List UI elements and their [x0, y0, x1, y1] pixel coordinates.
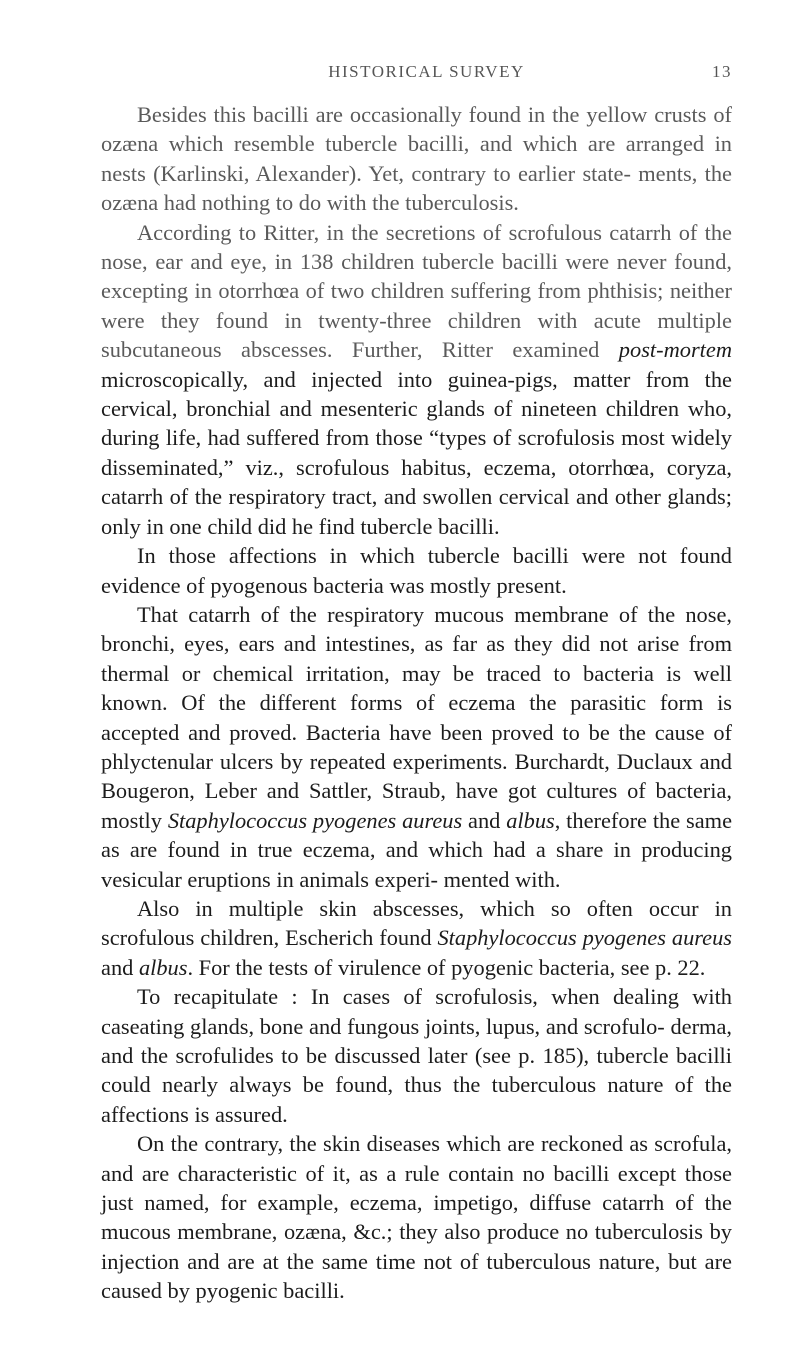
text-run-italic: albus	[506, 807, 555, 833]
paragraph-recapitulate	[101, 982, 732, 1129]
text-run: In those affections in which tubercle bacilli were not found evidence of pyogenous bacteria was mostly present.	[101, 543, 732, 598]
text-run: . For the tests of virulence of pyogenic bacteria, see p. 22.	[187, 954, 706, 980]
running-head	[101, 62, 732, 100]
paragraph-catarrh	[101, 600, 732, 894]
text-run: That catarrh of the respiratory mucous membrane of the nose, bronchi, eyes, ears and intestines, as far as they did not arise from thermal or chemical irritation, may be traced to bacteria is well known. Of the different forms of eczema the parasitic form is accepted and proved. Bacteria have been proved to be the cause of phlyctenular ulcers by repeated experiments. Burchardt, Duclaux and Bougeron, Leber and Sattler, Straub, have got cultures of bacteria, mostly	[101, 601, 732, 833]
text-run: Besides this bacilli are occasionally found in the yellow crusts of ozæna which resemble tubercle bacilli, and which are arranged in nests (Karlinski, Alexander). Yet, contrary to earlier state- ments, the ozæna had nothing to do with the tuberculosis.	[101, 102, 732, 216]
text-run-italic: post-mortem	[618, 337, 732, 363]
text-run: According to Ritter, in the secretions of scrofulous catarrh of the nose, ear and eye, in 138 children tubercle bacilli were never found, excepting in otorrhœa of two children suffering from phthisis; neither were they found in twenty-three children with acute multiple subcutaneous abscesses. Further, Ritter examined	[101, 219, 732, 363]
text-run: Also in multiple skin abscesses, which so often occur in scrofulous children, Escherich found	[101, 895, 732, 951]
paragraph-ritter	[101, 218, 732, 541]
text-run-italic: albus	[138, 954, 188, 980]
body-text	[101, 100, 732, 1306]
text-run: , therefore the same as are found in true eczema, and which had a share in producing vesicular eruptions in animals experi- mented with.	[101, 807, 733, 892]
running-head-title: HISTORICAL SURVEY	[328, 62, 525, 81]
text-run: and	[462, 807, 507, 833]
text-run: To recapitulate : In cases of scrofulosis, when dealing with caseating glands, bone and fungous joints, lupus, and scrofulo- derma, and the scrofulides to be discussed later (see p. 185), tubercle bacilli could nearly always be found, thus the tuberculous nature of the affections is assured.	[101, 984, 732, 1127]
text-run: and	[101, 954, 139, 980]
paragraph-ozaena	[101, 100, 732, 218]
text-run: microscopically, and injected into guinea-pigs, matter from the cervical, bronchial and mesenteric glands of nineteen children who, during life, had suffered from those “types of scrofulosis most widely disseminated,” viz., scrofulous habitus, eczema, otorrhœa, coryza, catarrh of the respiratory tract, and swollen cervical and other glands; only in one child did he find tubercle bacilli.	[101, 366, 732, 539]
paragraph-pyogenous	[101, 541, 732, 600]
page-number: 13	[712, 62, 732, 81]
paragraph-abscesses	[101, 894, 732, 982]
text-run: On the contrary, the skin diseases which are reckoned as scrofula, and are characteristic of it, as a rule contain no bacilli except those just named, for example, eczema, impetigo, diffuse catarrh of the mucous membrane, ozæna, &c.; they also produce no tuberculosis by injection and are at the same time not of tuberculous nature, but are caused by pyogenic bacilli.	[101, 1131, 732, 1304]
text-run-italic: Staphylococcus pyogenes aureus	[437, 925, 733, 951]
text-run-italic: Staphylococcus pyogenes aureus	[167, 807, 463, 833]
paragraph-contrary	[101, 1129, 732, 1305]
